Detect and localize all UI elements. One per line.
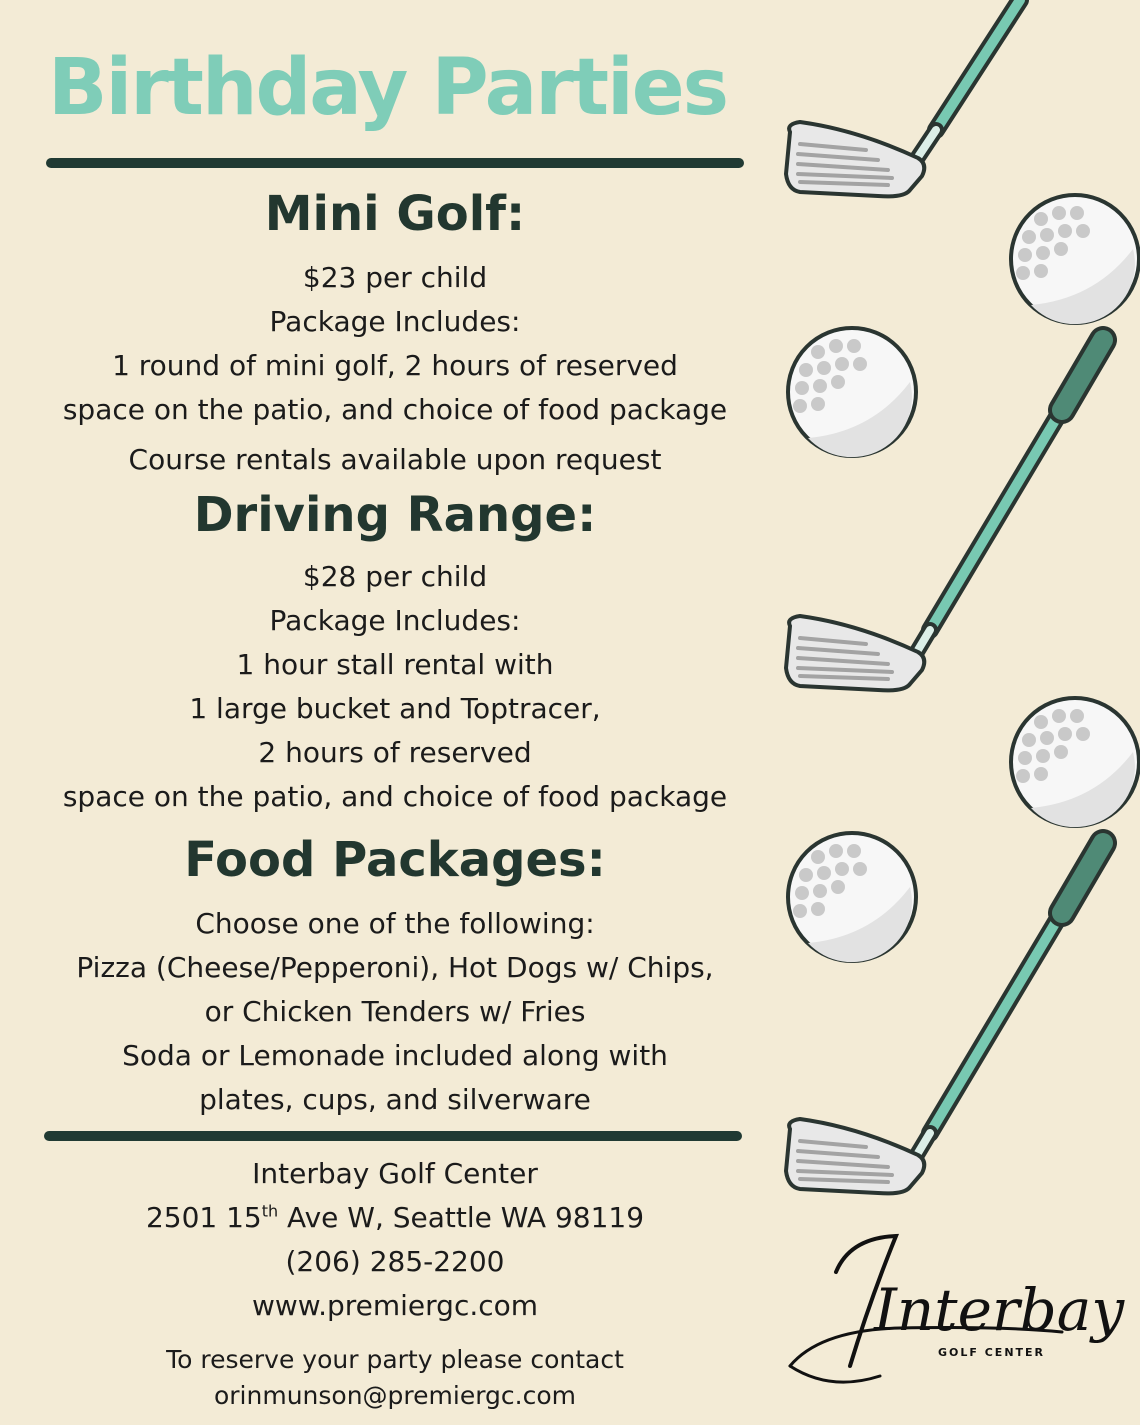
address-street: Ave W, Seattle WA 98119 — [278, 1201, 645, 1234]
interbay-logo — [790, 1236, 1125, 1382]
golf-ball-icon — [788, 833, 916, 962]
driving-range-line: $28 per child — [302, 560, 488, 593]
mini-golf-line: 1 round of mini golf, 2 hours of reserved — [112, 349, 678, 382]
contact-email[interactable]: orinmunson@premiergc.com — [213, 1381, 577, 1410]
page-title: Birthday Parties — [48, 43, 728, 133]
golf-club-icon — [786, 0, 1020, 196]
mini-golf-section — [25, 184, 765, 482]
food-packages-line: Soda or Lemonade included along with — [122, 1039, 668, 1072]
golf-ball-icon — [788, 328, 916, 457]
mini-golf-line: space on the patio, and choice of food package — [62, 393, 728, 426]
food-packages-heading: Food Packages: — [184, 832, 606, 888]
address-number: 2501 15 — [145, 1201, 262, 1234]
logo-wordmark: Interbay — [874, 1276, 1125, 1344]
driving-range-line: space on the patio, and choice of food package — [62, 780, 728, 813]
bottom-divider — [44, 1131, 742, 1141]
reserve-note: To reserve your party please contact — [166, 1345, 624, 1374]
venue-address — [25, 1196, 765, 1240]
mini-golf-line: Package Includes: — [269, 305, 521, 338]
venue-website[interactable]: www.premiergc.com — [251, 1289, 539, 1322]
mini-golf-note: Course rentals available upon request — [128, 443, 662, 476]
driving-range-line: 2 hours of reserved — [258, 736, 532, 769]
food-packages-line: plates, cups, and silverware — [199, 1083, 591, 1116]
driving-range-line: Package Includes: — [269, 604, 521, 637]
driving-range-line: 1 large bucket and Toptracer, — [189, 692, 601, 725]
venue-phone[interactable]: (206) 285-2200 — [285, 1245, 505, 1278]
golf-ball-icon — [1011, 195, 1139, 324]
food-packages-line: Pizza (Cheese/Pepperoni), Hot Dogs w/ Chips, — [76, 951, 714, 984]
venue-name: Interbay Golf Center — [252, 1157, 538, 1190]
food-packages-line: Choose one of the following: — [195, 907, 595, 940]
food-packages-section — [25, 830, 765, 1122]
mini-golf-line: $23 per child — [302, 261, 488, 294]
top-divider — [46, 158, 744, 168]
golf-ball-icon — [1011, 698, 1139, 827]
driving-range-line: 1 hour stall rental with — [236, 648, 554, 681]
driving-range-section — [25, 485, 765, 819]
logo-tagline: GOLF CENTER — [938, 1346, 1046, 1359]
contact-section — [25, 1152, 765, 1414]
mini-golf-heading: Mini Golf: — [264, 186, 526, 242]
address-ordinal: th — [261, 1201, 279, 1221]
driving-range-heading: Driving Range: — [193, 487, 597, 543]
food-packages-line: or Chicken Tenders w/ Fries — [204, 995, 586, 1028]
